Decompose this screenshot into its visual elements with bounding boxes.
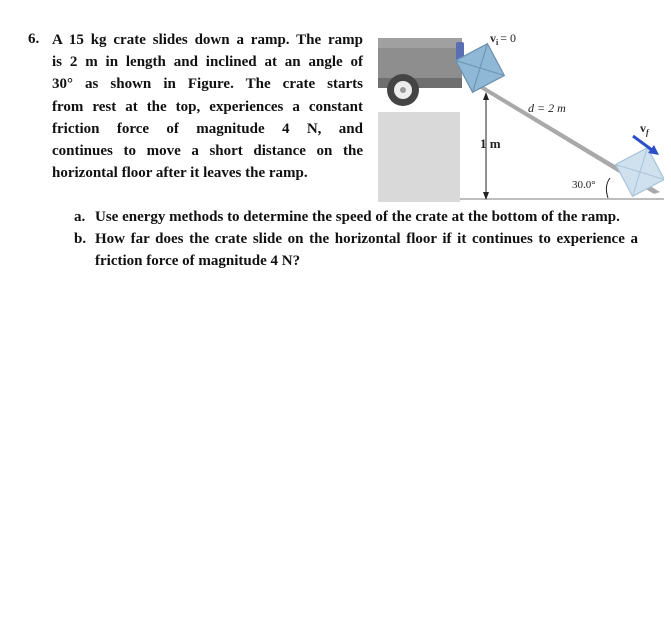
angle-label: 30.0° bbox=[572, 179, 596, 191]
part-b-label: b. bbox=[74, 231, 87, 248]
height-label: 1 m bbox=[480, 136, 501, 151]
part-b-text: How far does the crate slide on the horizontal floor if it continues to experience a friction force of magnitude 4 N? bbox=[95, 231, 638, 270]
final-velocity-label: $v_f$ bbox=[640, 121, 649, 137]
ramp-figure bbox=[378, 26, 664, 202]
stem-line: continues to move a short distance on the bbox=[52, 143, 363, 160]
stem-line: friction force of magnitude 4 N, and bbox=[52, 120, 363, 137]
part-a-label: a. bbox=[74, 209, 86, 225]
truck-icon bbox=[378, 38, 464, 106]
part-a-text: Use energy methods to determine the speed of the crate at the bottom of the ramp. bbox=[95, 209, 620, 225]
angle-arc bbox=[606, 178, 610, 198]
crate-bottom bbox=[616, 148, 664, 197]
stem-line: from rest at the top, experiences a constant bbox=[52, 98, 363, 115]
initial-velocity-label: $v_i = 0$ bbox=[490, 31, 517, 47]
part-a bbox=[74, 206, 638, 228]
question-parts bbox=[74, 206, 638, 273]
stem-line: 30° as shown in Figure. The crate starts bbox=[52, 76, 363, 93]
question-number: 6. bbox=[28, 31, 40, 47]
loading-dock bbox=[378, 112, 460, 202]
part-b bbox=[74, 228, 638, 272]
stem-line: A 15 kg crate slides down a ramp. The ramp bbox=[52, 32, 363, 48]
stem-line: is 2 m in length and inclined at an angle of bbox=[52, 54, 363, 71]
stem-line: horizontal floor after it leaves the ramp. bbox=[52, 165, 308, 182]
question-stem bbox=[52, 29, 363, 184]
distance-label: d = 2 m bbox=[528, 101, 566, 115]
